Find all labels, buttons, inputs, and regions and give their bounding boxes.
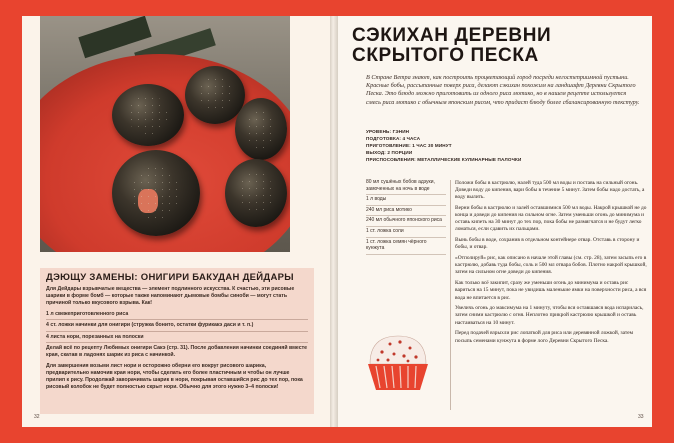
page-number-right: 33	[638, 414, 644, 420]
ingredients-list	[366, 178, 446, 255]
swap-ingredient: 4 ст. ложки начинки для онигири (стружка бонито, остатки фурикакэ даси и т. п.)	[46, 322, 308, 331]
column-divider	[450, 180, 451, 410]
swap-title: ДЭЮЩУ ЗАМЕНЫ: ОНИГИРИ БАКУДАН ДЕЙДАРЫ	[46, 272, 294, 283]
ingredient-item: 240 мл обычного японского риса	[366, 216, 446, 227]
meta-level: УРОВЕНЬ: ГЭНИН	[366, 129, 410, 134]
recipe-step: Вынь бобы в воде, сохранив в отдельном контейнере отвар. Отставь в сторону и бобы, и отвар.	[455, 237, 640, 251]
ingredient-item: 1 л воды	[366, 195, 446, 206]
recipe-steps	[455, 180, 647, 348]
swap-body	[46, 286, 308, 395]
book-gutter	[330, 16, 338, 427]
recipe-step: Положи бобы в кастрюлю, налей туда 500 мл воды и поставь на сильный огонь. Доведи воду до кипения, вари бобы в течение 5 минут. Затем бобы надо достать, а воду вылить.	[455, 180, 645, 201]
ingredient-item: 80 мл сушёных бобов адзуки, замоченных на ночь в воде	[366, 178, 446, 195]
swap-step: Для завершения возьми лист нори и осторожно оберни его вокруг рисового шарика, предварительно намочив края нори, чтобы сделать его более пластичным и чтобы он лучше прилип к рису. Продолжай заворачивать шарик в нори, покрывая оставшийся рис до тех пор, пока рисовый колобок не будет полностью скрыт нори. Обычно для этого нужно 3–4 полоски!	[46, 362, 303, 391]
sekihan-bowl-illustration	[362, 330, 434, 396]
ingredient-item: 1 ст. ложка соли	[366, 227, 446, 238]
recipe-step: Перед подачей взрыхли рис лопаткой для риса или деревянной ложкой, затем посыпь семенами кунжута в форме лого Деревни Скрытого Песка.	[455, 330, 634, 344]
onigiri-filling	[138, 189, 157, 213]
swap-intro: Для Дейдары взрывчатые вещества — элемент подлинного искусства. К счастью, эти рисовые шарики в форме бомб — которые также напоминают дымовые бомбы синоби — могут стать причиной только вкусового взрыва. Как!	[46, 286, 295, 307]
onigiri-ball	[185, 66, 245, 124]
recipe-step: «Отполируй» рис, как описано в начале этой главы (см. стр. 28), затем засыпь его в кастрюлю, добавь туда бобы, соль и 500 мл отвара бобов. Плотно накрой крышкой, затем на сильном огне доведи до кипения.	[455, 255, 647, 276]
recipe-title	[352, 26, 551, 66]
swap-sidebar	[40, 268, 314, 414]
meta-tools: ПРИСПОСОБЛЕНИЯ: МЕТАЛЛИЧЕСКИЕ КУЛИНАРНЫЕ ПАЛОЧКИ	[366, 157, 522, 162]
recipe-step: Верни бобы в кастрюлю и залей оставшимися 500 мл воды. Накрой крышкой не до конца и доведи до кипения на сильном огне. Затем уменьши огонь до минимума и оставь кипеть на 30 минут до тех пор, пока бобы не размягчатся и не будут легко ломаться, если сдавить их пальцами.	[455, 205, 647, 233]
recipe-title-line-2: СКРЫТОГО ПЕСКА	[352, 45, 539, 66]
recipe-meta	[366, 128, 642, 163]
swap-ingredient: 4 листа нори, порезанных на полоски	[46, 334, 308, 343]
onigiri-photo	[40, 16, 290, 252]
recipe-step: Увеличь огонь до максимума на 1 минуту, чтобы вся оставшаяся вода испарилась, затем сними кастрюлю с огня. Неплотно прикрой кастрюлю крышкой и оставь настаиваться на 10 минут.	[455, 305, 644, 326]
onigiri-ball	[235, 98, 287, 160]
page-number-left: 32	[34, 414, 40, 420]
recipe-step: Как только всё закипит, сразу же уменьши огонь до минимума и оставь рис вариться на 15 минут, пока не увидишь маленькие ямки на поверхности риса, а вся вода не впитается в рис.	[455, 280, 647, 301]
recipe-intro: В Стране Ветра знают, как построить процветающий город посреди негостеприимной пустыни. Красные бобы, рассыпанные поверх риса, делают сэкихан похожим на ландшафт Деревни Скрытого Песка. Это блюдо можно приготовить из одного риса мотико, но в нашем рецепте используется смесь риса мотико с обычным японским рисом, что придаст блюду более сбалансированную текстуру.	[366, 74, 640, 106]
meta-yield: ВЫХОД: 2 ПОРЦИИ	[366, 150, 413, 155]
ingredient-item: 240 мл риса мотико	[366, 206, 446, 217]
onigiri-ball-cut	[112, 150, 200, 236]
ingredient-item: 1 ст. ложка семян чёрного кунжута	[366, 238, 446, 255]
onigiri-ball	[112, 84, 184, 146]
swap-ingredient: 1 л свежеприготовленного риса	[46, 311, 308, 320]
recipe-title-line-1: СЭКИХАН ДЕРЕВНИ	[352, 25, 552, 46]
meta-prep: ПОДГОТОВКА: 4 ЧАСА	[366, 136, 421, 141]
meta-cook: ПРИГОТОВЛЕНИЕ: 1 ЧАС 30 МИНУТ	[366, 143, 452, 148]
onigiri-ball	[225, 159, 287, 227]
swap-step: Делай всё по рецепту Любимых онигири Сакэ (стр. 31). После добавления начинки соединяй вместе края, скатав в ладонях шарик из риса с начинкой.	[46, 344, 308, 358]
